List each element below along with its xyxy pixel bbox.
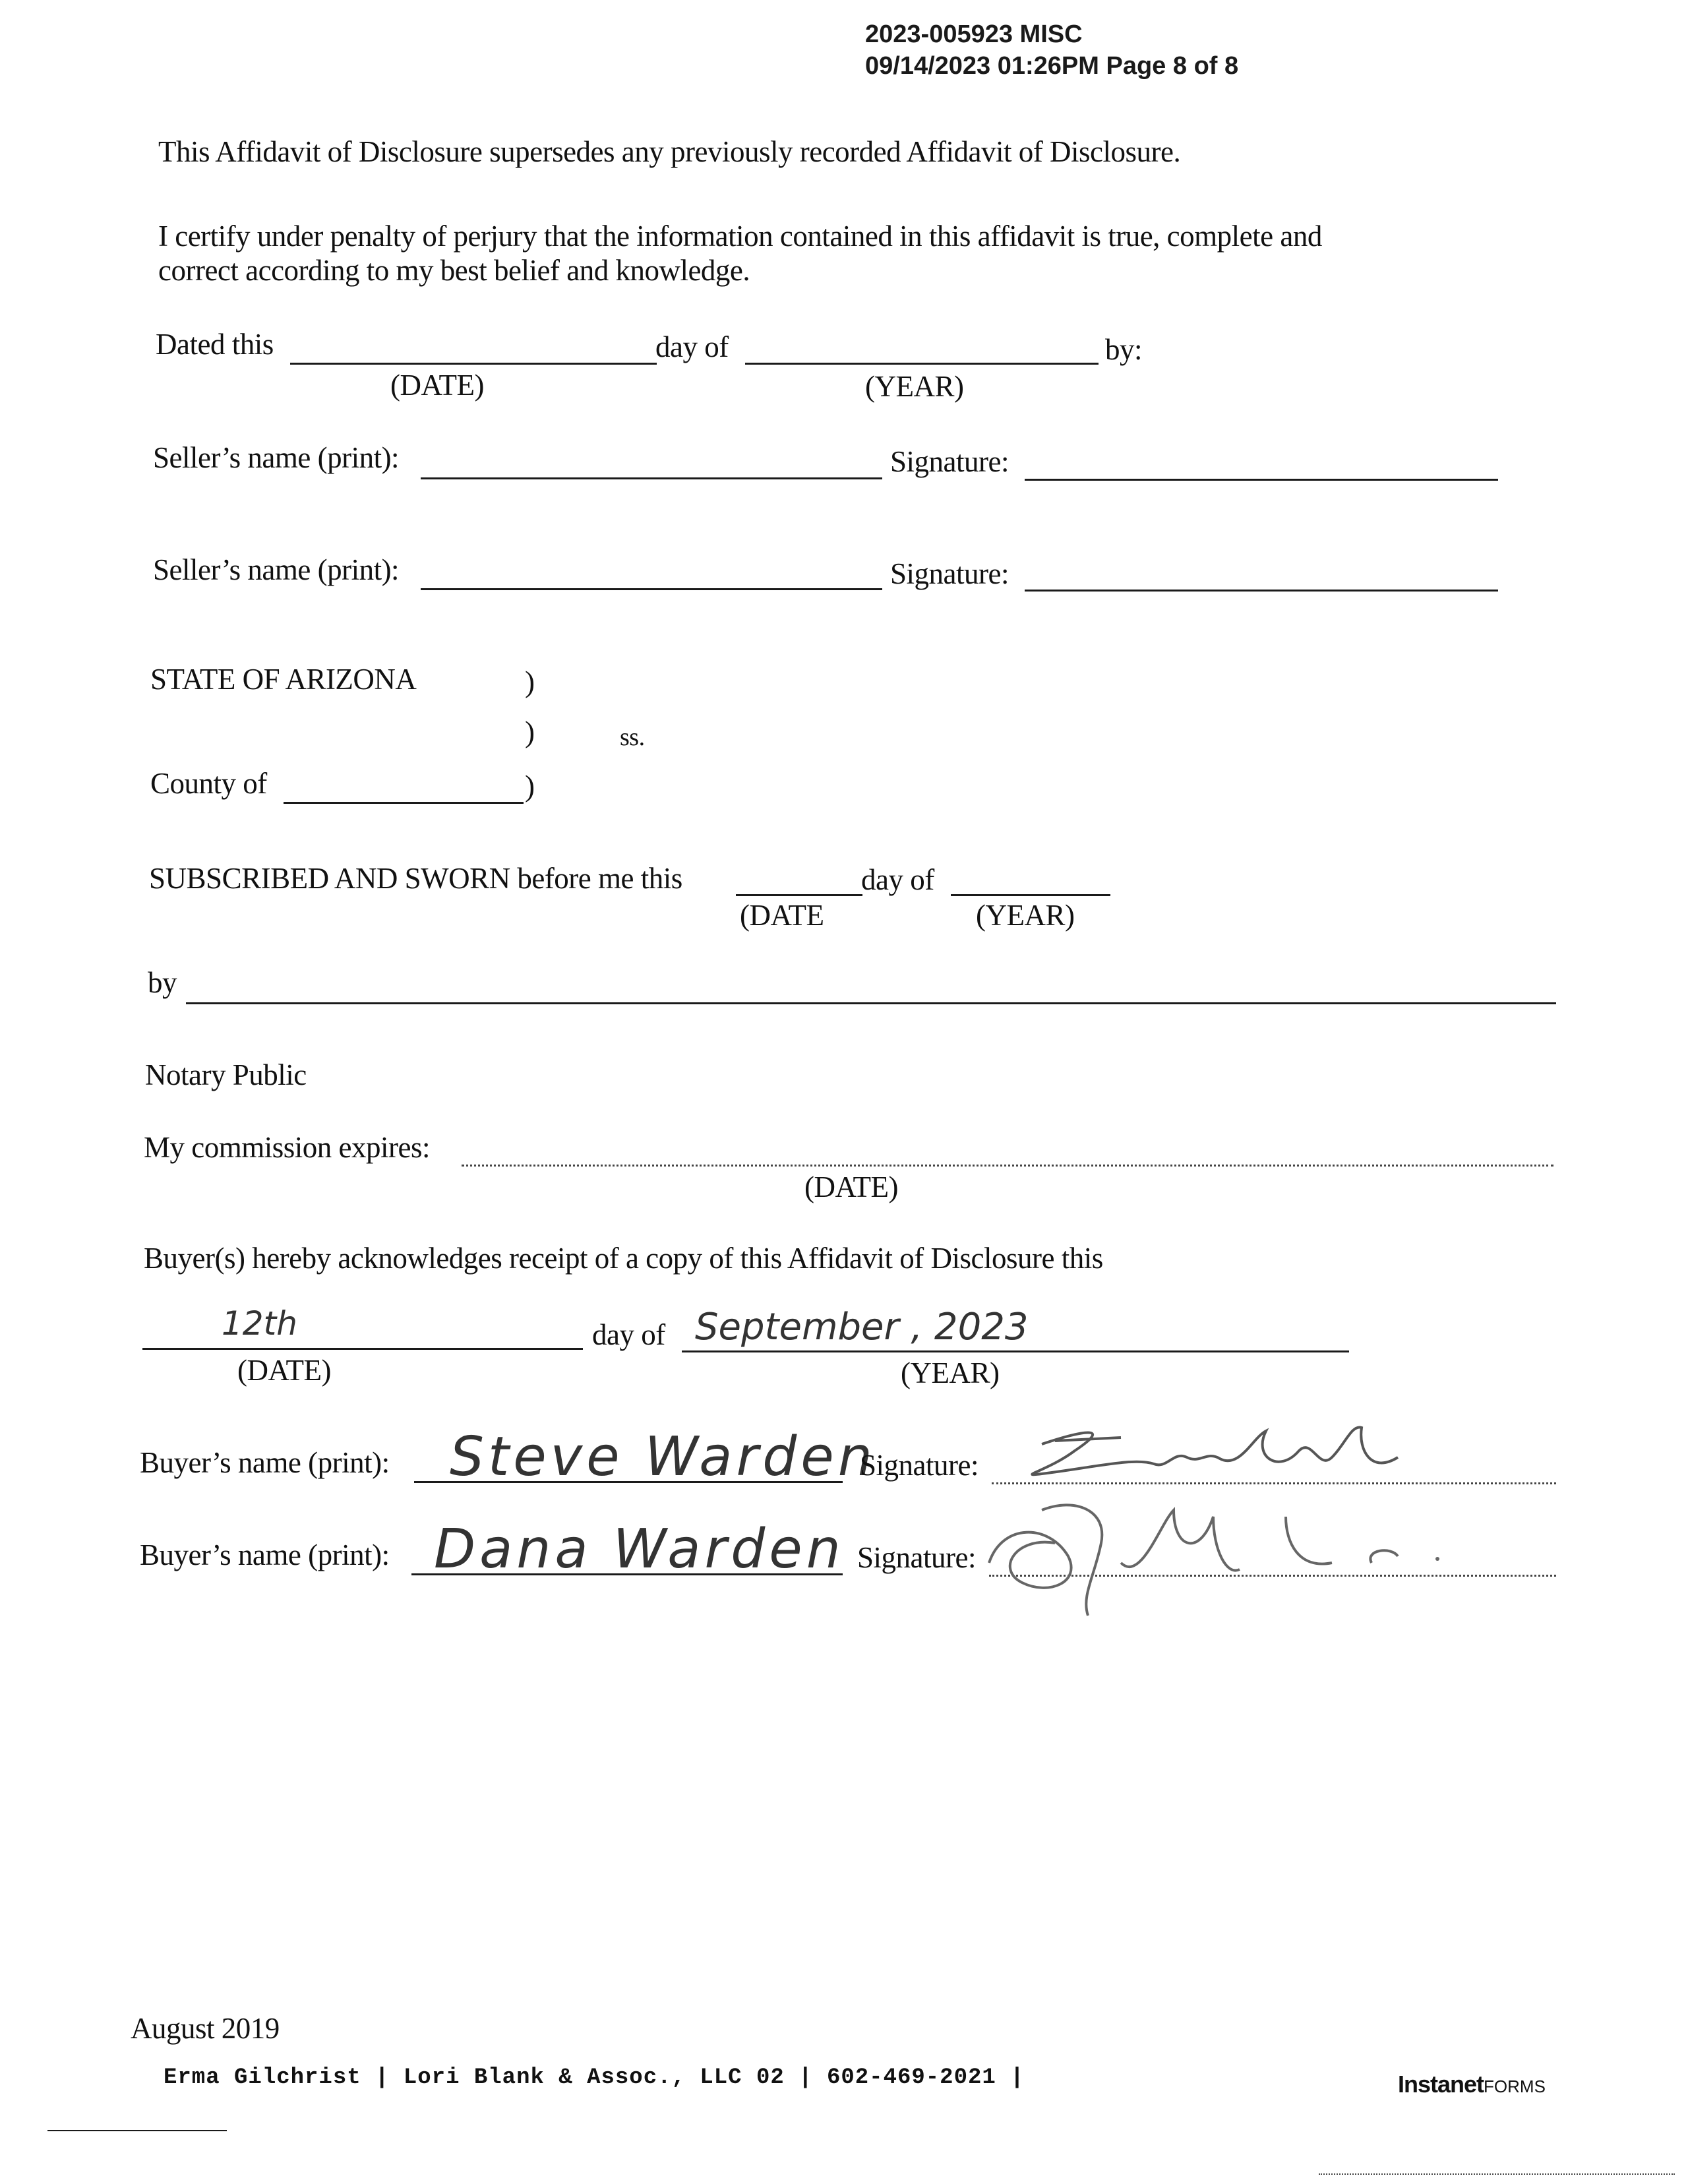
buyer-2-name-label: Buyer’s name (print): xyxy=(140,1538,390,1571)
buyer-ack-statement: Buyer(s) hereby acknowledges receipt of a copy of this Affidavit of Disclosure this xyxy=(144,1242,1103,1275)
dated-day-of-label: day of xyxy=(655,330,729,363)
buyer-ack-date-caption: (DATE) xyxy=(237,1354,331,1387)
seller-2-signature-label: Signature: xyxy=(890,557,1009,590)
sworn-year-field[interactable] xyxy=(951,894,1110,896)
recording-number: 2023-005923 MISC xyxy=(865,20,1083,48)
seller-1-name-field[interactable] xyxy=(421,477,882,479)
county-of-label: County of xyxy=(150,767,267,800)
notary-by-label: by xyxy=(148,966,177,999)
footer-edge-dots xyxy=(1319,2173,1675,2175)
venue-paren-3: ) xyxy=(525,770,535,803)
buyer-1-signature-label: Signature: xyxy=(860,1449,979,1482)
seller-1-name-label: Seller’s name (print): xyxy=(153,441,400,474)
buyer-ack-date-field[interactable] xyxy=(142,1348,583,1350)
dated-this-label: Dated this xyxy=(156,328,274,361)
dated-by-label: by: xyxy=(1105,333,1143,366)
notary-public-label: Notary Public xyxy=(145,1058,307,1091)
buyer-2-signature-label: Signature: xyxy=(857,1541,976,1574)
buyer-ack-month-year-value: September , 2023 xyxy=(695,1306,1029,1349)
sworn-date-field[interactable] xyxy=(736,894,862,896)
buyer-ack-day-of-label: day of xyxy=(592,1318,665,1351)
instanet-forms-logo xyxy=(1398,2071,1546,2098)
sworn-year-caption: (YEAR) xyxy=(976,899,1075,932)
footer-rule xyxy=(47,2130,227,2131)
buyer-2-name-value: Dana Warden xyxy=(434,1518,845,1581)
dated-year-field[interactable] xyxy=(745,363,1099,365)
supersedes-statement: This Affidavit of Disclosure supersedes any previously recorded Affidavit of Disclosure. xyxy=(158,135,1181,168)
buyer-1-signature-image xyxy=(1002,1411,1411,1490)
brand-suffix: FORMS xyxy=(1484,2077,1546,2096)
commission-date-field[interactable] xyxy=(462,1165,1553,1167)
ss-label: ss. xyxy=(620,723,645,751)
seller-2-name-field[interactable] xyxy=(421,588,882,590)
subscribed-sworn-label: SUBSCRIBED AND SWORN before me this xyxy=(149,862,682,895)
notary-by-field[interactable] xyxy=(186,1002,1556,1004)
form-revision-date: August 2019 xyxy=(131,2012,280,2045)
buyer-2-signature-image xyxy=(976,1484,1451,1629)
buyer-1-name-value: Steve Warden xyxy=(450,1426,876,1488)
venue-paren-1: ) xyxy=(525,665,535,698)
recording-stamp: 09/14/2023 01:26PM Page 8 of 8 xyxy=(865,52,1239,80)
buyer-ack-date-value: 12th xyxy=(222,1304,297,1343)
brand-main: Instanet xyxy=(1398,2071,1484,2098)
seller-1-signature-field[interactable] xyxy=(1025,479,1498,481)
buyer-ack-year-caption: (YEAR) xyxy=(901,1356,1000,1389)
dated-year-caption: (YEAR) xyxy=(865,370,964,403)
seller-1-signature-label: Signature: xyxy=(890,445,1009,478)
buyer-1-name-label: Buyer’s name (print): xyxy=(140,1446,390,1479)
commission-date-caption: (DATE) xyxy=(804,1170,898,1203)
sworn-day-of-label: day of xyxy=(861,863,934,896)
buyer-ack-year-field[interactable] xyxy=(682,1350,1349,1352)
dated-date-caption: (DATE) xyxy=(390,369,484,402)
county-field[interactable] xyxy=(284,802,524,804)
certify-statement-line1: I certify under penalty of perjury that the information contained in this affidavit is true, complete and xyxy=(158,220,1322,253)
dated-date-field[interactable] xyxy=(290,363,657,365)
state-of-arizona: STATE OF ARIZONA xyxy=(150,663,417,696)
venue-paren-2: ) xyxy=(525,715,535,748)
seller-2-signature-field[interactable] xyxy=(1025,590,1498,592)
commission-expires-label: My commission expires: xyxy=(144,1131,430,1164)
seller-2-name-label: Seller’s name (print): xyxy=(153,553,400,586)
preparer-info: Erma Gilchrist | Lori Blank & Assoc., LLC 02 | 602-469-2021 | xyxy=(164,2065,1025,2090)
sworn-date-caption: (DATE xyxy=(740,899,824,932)
certify-statement-line2: correct according to my best belief and knowledge. xyxy=(158,254,750,287)
